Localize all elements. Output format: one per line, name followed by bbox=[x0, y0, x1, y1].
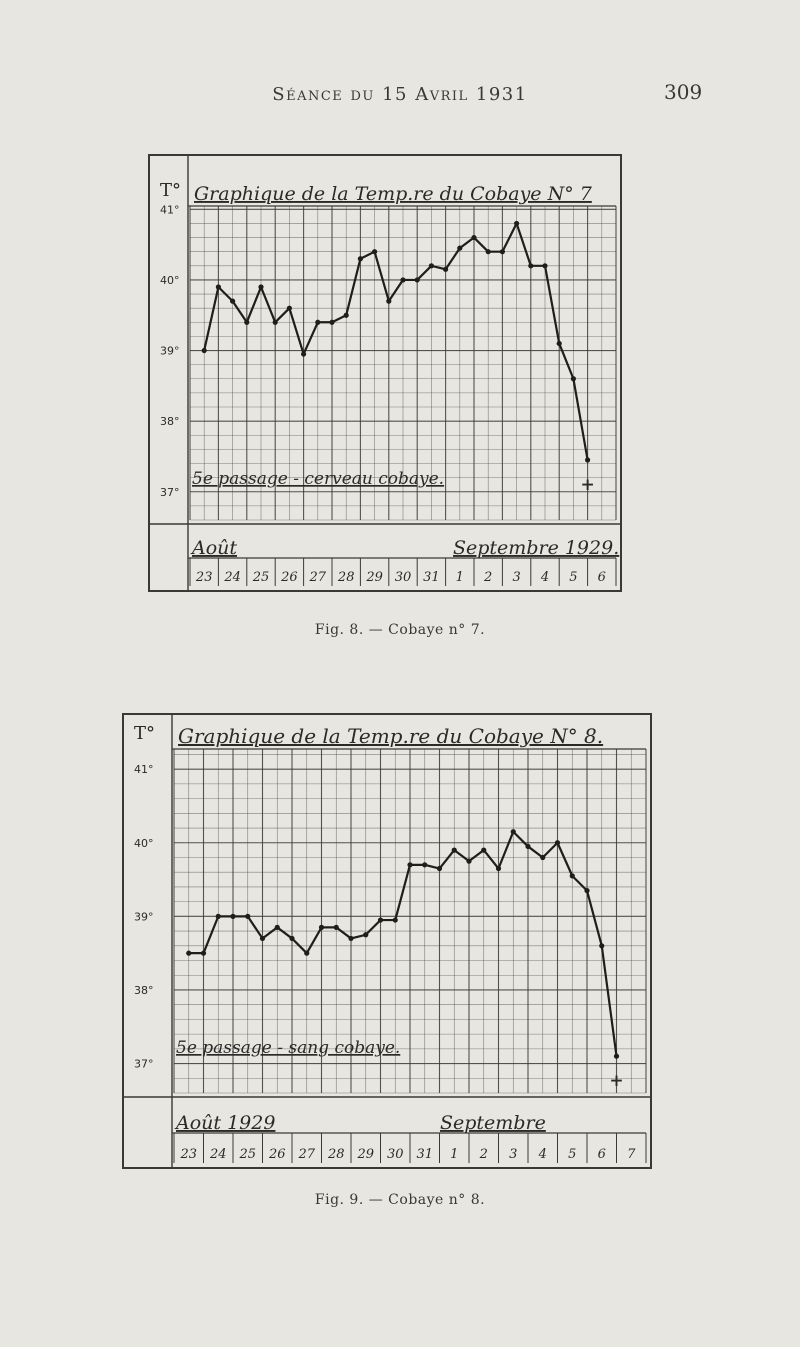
chart-frame bbox=[123, 714, 651, 1168]
x-tick-label: 31 bbox=[416, 1147, 434, 1162]
temperature-point bbox=[481, 848, 486, 853]
x-tick-label: 2 bbox=[479, 1147, 488, 1162]
x-tick-label: 31 bbox=[423, 570, 440, 585]
death-marker: + bbox=[609, 1071, 624, 1092]
temperature-point bbox=[386, 299, 391, 304]
x-tick-label: 26 bbox=[268, 1147, 286, 1162]
x-tick-label: 27 bbox=[298, 1147, 316, 1162]
x-tick-label: 2 bbox=[484, 570, 493, 585]
temperature-point bbox=[230, 299, 235, 304]
temperature-point bbox=[230, 914, 235, 919]
x-tick-label: 1 bbox=[450, 1147, 459, 1162]
x-tick-label: 4 bbox=[538, 1147, 547, 1162]
temperature-point bbox=[304, 951, 309, 956]
x-tick-label: 29 bbox=[357, 1147, 375, 1162]
temperature-point bbox=[301, 351, 306, 356]
temperature-point bbox=[216, 914, 221, 919]
temperature-chart-cobaye-8 bbox=[122, 713, 652, 1169]
temperature-point bbox=[201, 951, 206, 956]
temperature-point bbox=[245, 914, 250, 919]
temperature-point bbox=[372, 249, 377, 254]
y-tick-label: 38° bbox=[160, 415, 180, 429]
y-tick-label: 39° bbox=[160, 344, 180, 358]
temperature-point bbox=[358, 256, 363, 261]
month-label: Septembre 1929. bbox=[453, 537, 620, 559]
x-tick-label: 6 bbox=[597, 1147, 606, 1162]
temperature-point bbox=[344, 313, 349, 318]
temperature-point bbox=[457, 246, 462, 251]
temperature-point bbox=[319, 925, 324, 930]
temperature-point bbox=[393, 917, 398, 922]
temperature-point bbox=[275, 925, 280, 930]
x-tick-label: 24 bbox=[224, 570, 241, 585]
temperature-point bbox=[334, 925, 339, 930]
temperature-point bbox=[289, 936, 294, 941]
temperature-point bbox=[400, 277, 405, 282]
temperature-point bbox=[500, 249, 505, 254]
x-tick-label: 30 bbox=[386, 1147, 404, 1162]
month-label: Août 1929 bbox=[176, 1112, 276, 1134]
temperature-point bbox=[363, 932, 368, 937]
temperature-point bbox=[443, 267, 448, 272]
temperature-point bbox=[329, 320, 334, 325]
x-tick-label: 30 bbox=[394, 570, 412, 585]
passage-annotation: 5e passage - cerveau cobaye. bbox=[192, 469, 445, 489]
x-tick-label: 3 bbox=[512, 570, 521, 585]
temperature-point bbox=[585, 457, 590, 462]
x-tick-label: 29 bbox=[366, 570, 383, 585]
x-tick-label: 27 bbox=[309, 570, 327, 585]
temperature-point bbox=[186, 951, 191, 956]
temperature-point bbox=[557, 341, 562, 346]
x-tick-label: 5 bbox=[569, 570, 578, 585]
passage-annotation: 5e passage - sang cobaye. bbox=[176, 1038, 401, 1058]
temperature-point bbox=[429, 263, 434, 268]
temperature-point bbox=[486, 249, 491, 254]
x-tick-label: 28 bbox=[337, 570, 355, 585]
y-tick-label: 41° bbox=[134, 763, 154, 777]
temperature-point bbox=[315, 320, 320, 325]
temperature-point bbox=[348, 936, 353, 941]
x-tick-label: 3 bbox=[509, 1147, 518, 1162]
page-number: 309 bbox=[664, 80, 703, 104]
temperature-point bbox=[260, 936, 265, 941]
temperature-point bbox=[496, 866, 501, 871]
temperature-point bbox=[614, 1054, 619, 1059]
temperature-point bbox=[287, 306, 292, 311]
temperature-point bbox=[273, 320, 278, 325]
temperature-point bbox=[570, 873, 575, 878]
chart-title: Graphique de la Temp.re du Cobaye N° 8. bbox=[178, 724, 604, 748]
x-tick-label: 24 bbox=[209, 1147, 227, 1162]
temperature-point bbox=[244, 320, 249, 325]
chart-title: Graphique de la Temp.re du Cobaye N° 7 bbox=[194, 183, 592, 205]
temperature-point bbox=[437, 866, 442, 871]
temperature-point bbox=[571, 376, 576, 381]
temperature-point bbox=[540, 855, 545, 860]
temperature-point bbox=[466, 859, 471, 864]
temperature-point bbox=[378, 917, 383, 922]
x-tick-label: 7 bbox=[627, 1147, 636, 1162]
temperature-point bbox=[511, 829, 516, 834]
temperature-series-line bbox=[204, 223, 587, 460]
temperature-point bbox=[452, 848, 457, 853]
x-tick-label: 25 bbox=[239, 1147, 257, 1162]
x-tick-label: 28 bbox=[327, 1147, 345, 1162]
temperature-point bbox=[599, 943, 604, 948]
temperature-point bbox=[471, 235, 476, 240]
y-tick-label: 40° bbox=[134, 836, 154, 850]
x-tick-label: 1 bbox=[455, 570, 464, 585]
y-unit-label: T° bbox=[134, 723, 156, 744]
x-tick-label: 23 bbox=[180, 1147, 198, 1162]
temperature-point bbox=[415, 277, 420, 282]
temperature-point bbox=[216, 284, 221, 289]
month-label: Septembre bbox=[440, 1112, 546, 1134]
temperature-series-line bbox=[189, 832, 617, 1056]
temperature-point bbox=[258, 284, 263, 289]
temperature-point bbox=[528, 263, 533, 268]
figure-8-caption: Fig. 8. — Cobaye n° 7. bbox=[314, 622, 486, 638]
running-header-title: Séance du 15 Avril 1931 bbox=[272, 84, 528, 105]
x-tick-label: 23 bbox=[195, 570, 213, 585]
month-label: Août bbox=[192, 537, 238, 559]
y-tick-label: 40° bbox=[160, 273, 180, 287]
x-tick-label: 25 bbox=[252, 570, 270, 585]
temperature-point bbox=[202, 348, 207, 353]
x-tick-label: 4 bbox=[540, 570, 550, 585]
y-tick-label: 37° bbox=[160, 485, 180, 499]
x-tick-label: 26 bbox=[281, 570, 298, 585]
y-tick-label: 38° bbox=[134, 983, 154, 997]
temperature-point bbox=[422, 862, 427, 867]
temperature-point bbox=[584, 888, 589, 893]
y-unit-label: T° bbox=[160, 180, 182, 201]
temperature-point bbox=[555, 840, 560, 845]
temperature-point bbox=[525, 844, 530, 849]
figure-9-caption: Fig. 9. — Cobaye n° 8. bbox=[314, 1192, 486, 1208]
y-tick-label: 39° bbox=[134, 910, 154, 924]
temperature-point bbox=[407, 862, 412, 867]
chart-frame bbox=[149, 155, 621, 591]
y-tick-label: 37° bbox=[134, 1057, 154, 1071]
death-marker: + bbox=[580, 474, 595, 495]
x-tick-label: 6 bbox=[597, 570, 606, 585]
temperature-chart-cobaye-7 bbox=[148, 154, 622, 592]
x-tick-label: 5 bbox=[568, 1147, 577, 1162]
temperature-point bbox=[514, 221, 519, 226]
y-tick-label: 41° bbox=[160, 203, 180, 217]
temperature-point bbox=[542, 263, 547, 268]
